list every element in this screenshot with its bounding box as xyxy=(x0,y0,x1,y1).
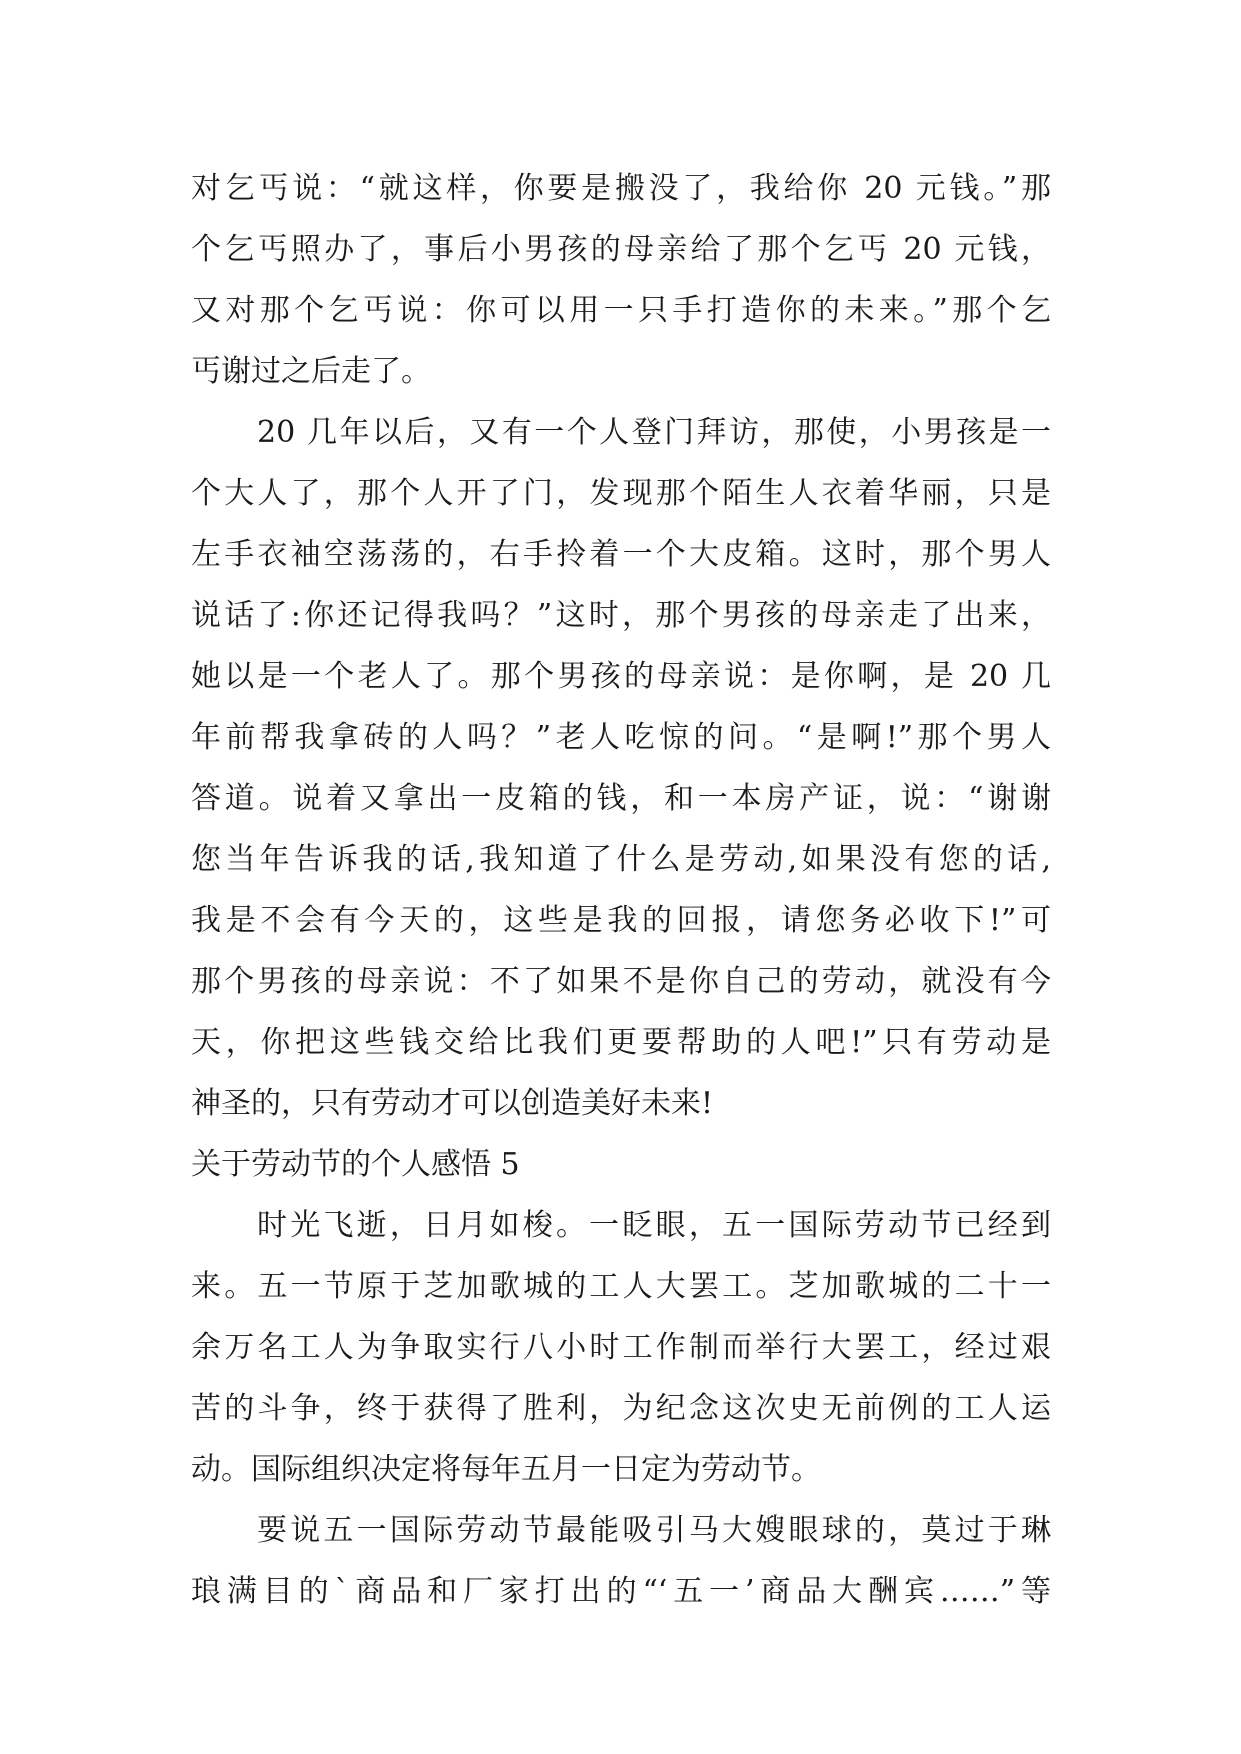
text-line: 个大人了，那个人开了门，发现那个陌生人衣着华丽，只是 xyxy=(191,476,1051,511)
text-line: 年前帮我拿砖的人吗？”老人吃惊的问。“是啊!”那个男人 xyxy=(191,720,1051,755)
section-heading: 关于劳动节的个人感悟 5 xyxy=(191,1147,520,1182)
text-line: 苦的斗争，终于获得了胜利，为纪念这次史无前例的工人运 xyxy=(191,1391,1051,1426)
text-line: 个乞丐照办了，事后小男孩的母亲给了那个乞丐 20 元钱， xyxy=(191,232,1051,267)
text-line: 又对那个乞丐说：你可以用一只手打造你的未来。”那个乞 xyxy=(191,293,1051,328)
text-line: 琅满目的`商品和厂家打出的“‘五一’商品大酬宾……”等 xyxy=(191,1574,1051,1609)
text-line: 时光飞逝，日月如梭。一眨眼，五一国际劳动节已经到 xyxy=(257,1208,1051,1243)
text-line: 说话了:你还记得我吗？”这时，那个男孩的母亲走了出来， xyxy=(191,598,1051,633)
text-line: 来。五一节原于芝加歌城的工人大罢工。芝加歌城的二十一 xyxy=(191,1269,1051,1304)
text-line: 我是不会有今天的，这些是我的回报，请您务必收下!”可 xyxy=(191,903,1051,938)
text-line: 余万名工人为争取实行八小时工作制而举行大罢工，经过艰 xyxy=(191,1330,1051,1365)
text-line: 那个男孩的母亲说：不了如果不是你自己的劳动，就没有今 xyxy=(191,964,1051,999)
text-line: 神圣的，只有劳动才可以创造美好未来! xyxy=(191,1086,714,1121)
text-line: 左手衣袖空荡荡的，右手拎着一个大皮箱。这时，那个男人 xyxy=(191,537,1051,572)
text-line: 答道。说着又拿出一皮箱的钱，和一本房产证，说：“谢谢 xyxy=(191,781,1051,816)
text-line: 要说五一国际劳动节最能吸引马大嫂眼球的，莫过于琳 xyxy=(257,1513,1051,1548)
text-line: 天，你把这些钱交给比我们更要帮助的人吧!”只有劳动是 xyxy=(191,1025,1051,1060)
text-line: 她以是一个老人了。那个男孩的母亲说：是你啊，是 20 几 xyxy=(191,659,1051,694)
text-line: 动。国际组织决定将每年五月一日定为劳动节。 xyxy=(191,1452,821,1487)
document-body xyxy=(191,158,1051,1622)
text-line: 20 几年以后，又有一个人登门拜访，那使，小男孩是一 xyxy=(257,415,1051,450)
text-line: 丐谢过之后走了。 xyxy=(191,354,431,389)
text-line: 对乞丐说：“就这样，你要是搬没了，我给你 20 元钱。”那 xyxy=(191,171,1051,206)
text-line: 您当年告诉我的话,我知道了什么是劳动,如果没有您的话, xyxy=(191,842,1051,877)
